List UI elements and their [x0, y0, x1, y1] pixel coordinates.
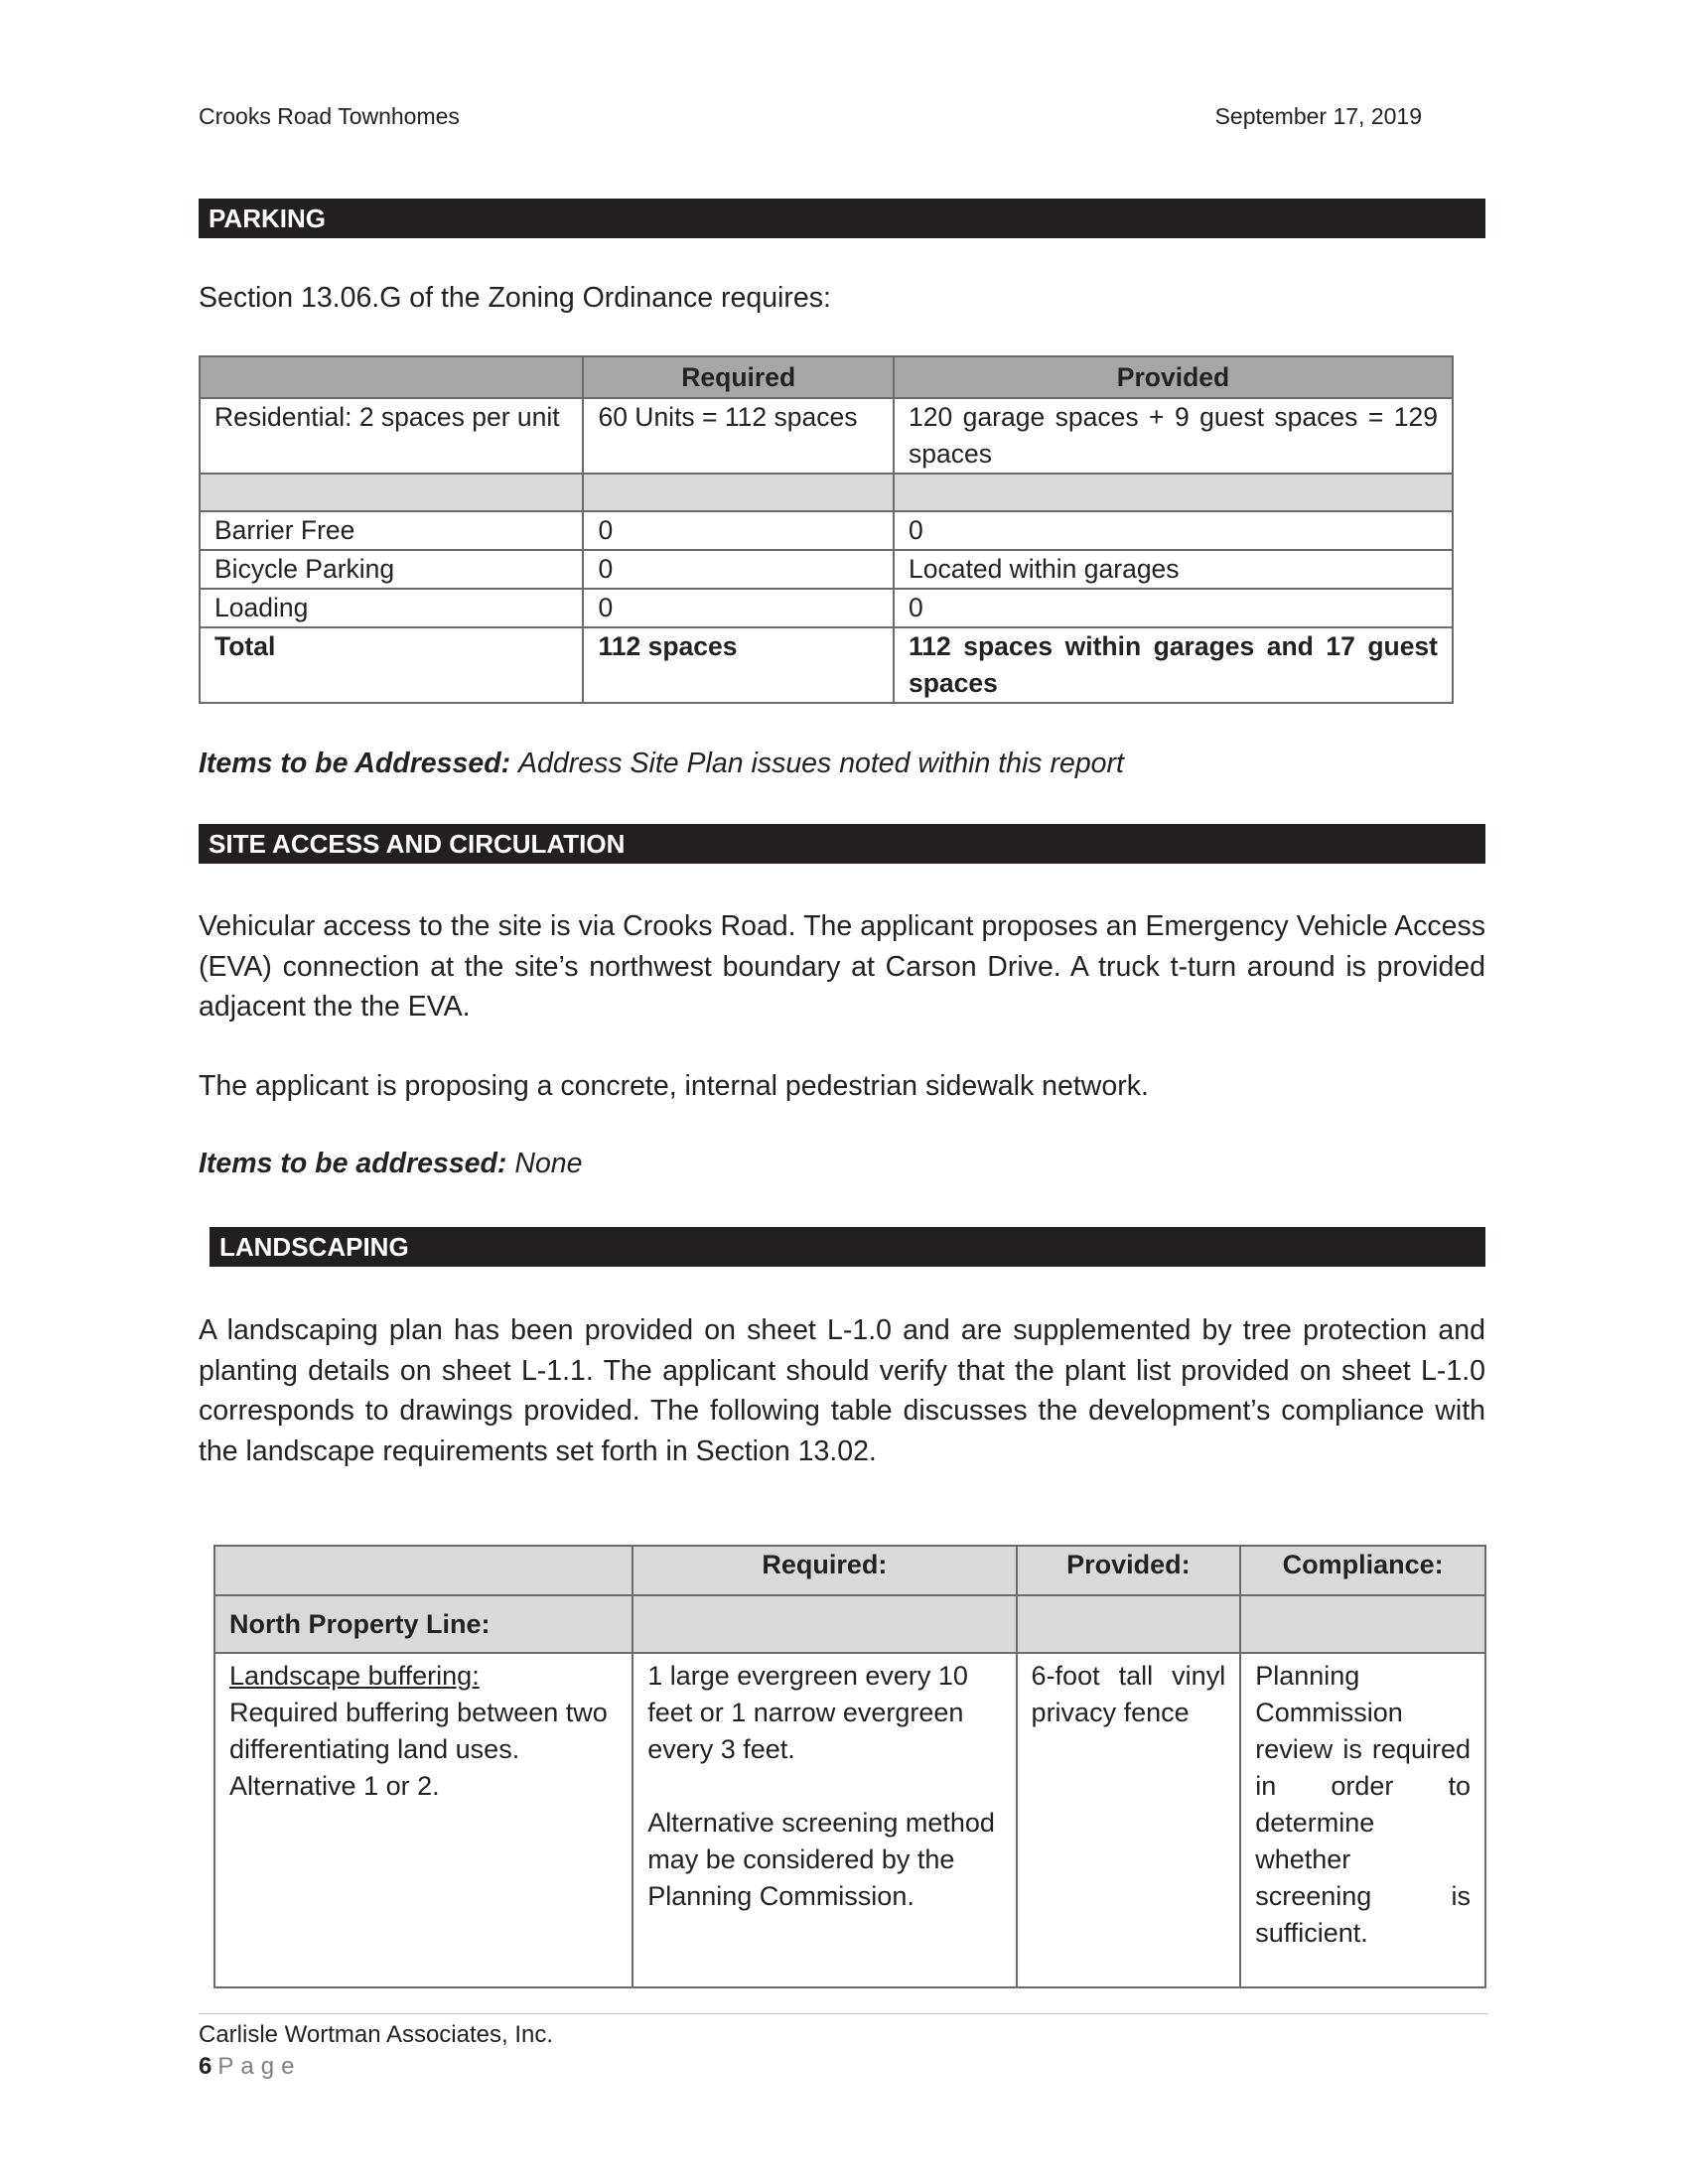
- row-required: 0: [583, 589, 894, 627]
- parking-header-provided: Provided: [894, 356, 1453, 398]
- items-label: Items to be Addressed:: [199, 748, 511, 779]
- parking-section-heading: PARKING: [199, 199, 1485, 238]
- site-access-items-to-address: [199, 1148, 583, 1180]
- residential-provided: 120 garage spaces + 9 guest spaces = 129 spaces: [894, 398, 1453, 474]
- parking-table-row: [200, 550, 1453, 589]
- required-text-1: 1 large evergreen every 10 feet or 1 narrow evergreen every 3 feet.: [647, 1661, 968, 1764]
- total-label: Total: [200, 627, 583, 703]
- buffering-description-cell: [214, 1653, 633, 1987]
- landscaping-table: [213, 1545, 1486, 1988]
- landscaping-paragraph: A landscaping plan has been provided on sheet L-1.0 and are supplemented by tree protection and planting details on sheet L-1.1. The applicant should verify that the plant list provided on sheet L-1.0 corresponds to drawings provided. The following table discusses the development’s compliance with the landscape requirements set forth in Section 13.02.: [199, 1314, 1485, 1467]
- row-required: 0: [583, 511, 894, 550]
- footer-divider: [199, 2013, 1487, 2014]
- landscaping-header-blank: [214, 1546, 633, 1595]
- parking-total-row: [200, 627, 1453, 703]
- landscaping-header-provided: Provided:: [1017, 1546, 1241, 1595]
- parking-table-row: [200, 511, 1453, 550]
- header-project-name: Crooks Road Townhomes: [199, 103, 460, 129]
- parking-items-to-address: [199, 748, 1124, 780]
- header-date: September 17, 2019: [1214, 103, 1422, 129]
- landscaping-header-required: Required:: [633, 1546, 1016, 1595]
- row-label: Barrier Free: [200, 511, 583, 550]
- buffering-required-cell: [633, 1653, 1016, 1987]
- row-provided: 0: [894, 589, 1453, 627]
- footer-page-indicator: [199, 2053, 301, 2081]
- residential-required: 60 Units = 112 spaces: [583, 398, 894, 474]
- parking-header-required: Required: [583, 356, 894, 398]
- site-access-paragraph-2: The applicant is proposing a concrete, internal pedestrian sidewalk network.: [199, 1070, 1149, 1102]
- items-label: Items to be addressed:: [199, 1148, 507, 1179]
- parking-intro: Section 13.06.G of the Zoning Ordinance requires:: [199, 282, 831, 314]
- row-label: Bicycle Parking: [200, 550, 583, 589]
- landscaping-header-row: [214, 1546, 1485, 1595]
- footer-company: Carlisle Wortman Associates, Inc.: [199, 2021, 554, 2048]
- site-access-section-heading: SITE ACCESS AND CIRCULATION: [199, 824, 1485, 864]
- parking-header-blank: [200, 356, 583, 398]
- landscaping-section-heading: LANDSCAPING: [210, 1227, 1485, 1267]
- total-required: 112 spaces: [583, 627, 894, 703]
- page-label: Page: [217, 2053, 302, 2080]
- row-provided: Located within garages: [894, 550, 1453, 589]
- items-value: Address Site Plan issues noted within this report: [518, 748, 1124, 779]
- landscaping-buffering-row: [214, 1653, 1485, 1987]
- parking-residential-row: [200, 398, 1453, 474]
- landscaping-header-compliance: Compliance:: [1240, 1546, 1485, 1595]
- parking-table-row: [200, 589, 1453, 627]
- row-label: Loading: [200, 589, 583, 627]
- row-required: 0: [583, 550, 894, 589]
- parking-table-header-row: [200, 356, 1453, 398]
- residential-label: Residential: 2 spaces per unit: [200, 398, 583, 474]
- north-property-line-label: North Property Line:: [214, 1595, 633, 1653]
- buffering-title: Landscape buffering:: [229, 1661, 480, 1691]
- parking-spacer-row: [200, 474, 1453, 511]
- items-value: None: [514, 1148, 583, 1179]
- total-provided: 112 spaces within garages and 17 guest spaces: [894, 627, 1453, 703]
- buffering-desc: Required buffering between two differentiating land uses.: [229, 1698, 608, 1764]
- site-access-paragraph-1: Vehicular access to the site is via Crooks Road. The applicant proposes an Emergency Vehicle Access (EVA) connection at the site’s northwest boundary at Carson Drive. A truck t-turn around is provided adjacent the the EVA.: [199, 910, 1485, 1023]
- page-number: 6: [199, 2053, 212, 2080]
- required-text-2: Alternative screening method may be considered by the Planning Commission.: [647, 1808, 995, 1911]
- buffering-provided-cell: 6-foot tall vinyl privacy fence: [1017, 1653, 1241, 1987]
- row-provided: 0: [894, 511, 1453, 550]
- buffering-alternative: Alternative 1 or 2.: [229, 1771, 440, 1801]
- buffering-compliance-cell: Planning Commission review is required in order to determine whether screening is sufficient.: [1240, 1653, 1485, 1987]
- parking-table: [199, 355, 1454, 704]
- landscaping-subheader-row: [214, 1595, 1485, 1653]
